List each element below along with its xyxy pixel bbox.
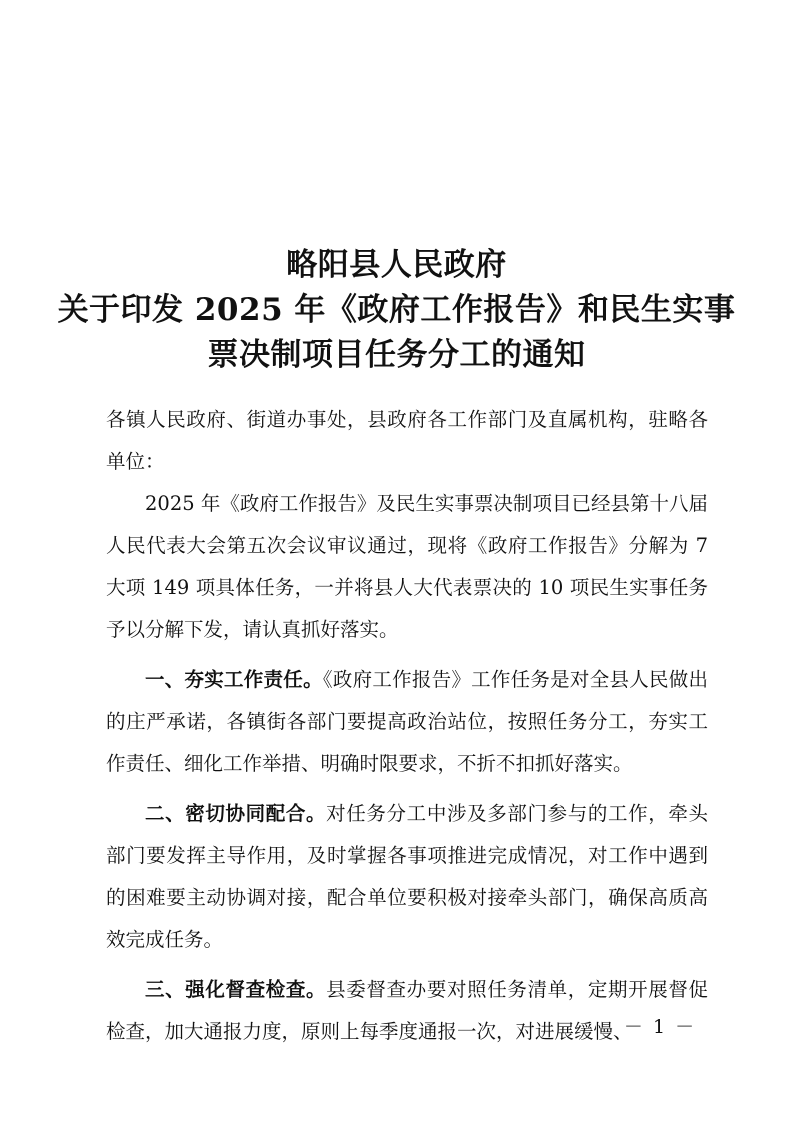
salutation: 各镇人民政府、街道办事处，县政府各工作部门及直属机构，驻略各单位：: [106, 408, 708, 473]
title-line-subject: 关于印发 2025 年《政府工作报告》和民生实事: [57, 292, 736, 328]
section-heading-2: 二、密切协同配合。: [145, 802, 327, 825]
section-paragraph-1: [106, 659, 708, 785]
section-paragraph-3: [106, 969, 708, 1053]
section-text-3: 县委督查办要对照任务清单，定期开展督促检查，加大通报力度，原则上每季度通报一次，对进展缓慢、: [106, 978, 708, 1043]
section-heading-3: 三、强化督查检查。: [145, 978, 327, 1001]
section-heading-1: 一、夯实工作责任。: [145, 668, 323, 691]
document-body: [106, 399, 708, 1053]
title-line-subject-continued: 票决制项目任务分工的通知: [207, 337, 586, 373]
page-number: － 1 －: [623, 1016, 697, 1038]
document-title: [0, 243, 793, 378]
title-line-issuer: 略阳县人民政府: [286, 247, 507, 283]
section-paragraph-2: [106, 793, 708, 961]
section-text-2: 对任务分工中涉及多部门参与的工作，牵头部门要发挥主导作用，及时掌握各事项推进完成情况，对工作中遇到的困难要主动协调对接，配合单位要积极对接牵头部门，确保高质高效完成任务。: [106, 802, 708, 951]
intro-paragraph: 2025 年《政府工作报告》及民生实事票决制项目已经县第十八届人民代表大会第五次会议审议通过，现将《政府工作报告》分解为 7 大项 149 项具体任务，一并将县人大代表票决的 10 项民生实事任务予以分解下发，请认真抓好落实。: [106, 492, 708, 641]
section-text-1: 《政府工作报告》工作任务是对全县人民做出的庄严承诺，各镇街各部门要提高政治站位，按照任务分工，夯实工作责任、细化工作举措、明确时限要求，不折不扣抓好落实。: [106, 668, 708, 775]
